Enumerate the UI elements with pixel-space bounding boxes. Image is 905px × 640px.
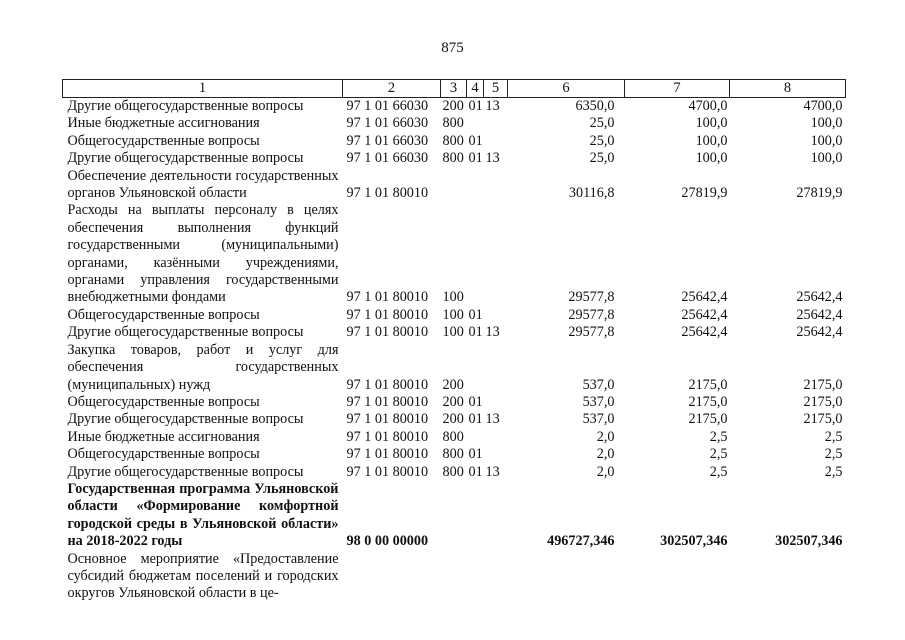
amount-col-6-cell: 537,0 bbox=[582, 393, 615, 410]
table-row bbox=[63, 551, 846, 603]
budget-table bbox=[62, 79, 846, 603]
expense-type-cell bbox=[441, 481, 467, 551]
amount-col-7-cell bbox=[625, 551, 730, 603]
expense-type-cell: 800 bbox=[442, 115, 464, 132]
expense-type-cell: 100 bbox=[442, 306, 464, 323]
budget-code-cell: 97 1 01 80010 bbox=[346, 306, 429, 323]
row-name-cell: Общегосударственные вопросы bbox=[67, 132, 260, 149]
section-cell: 01 bbox=[468, 463, 483, 480]
header-col-7: 7 bbox=[625, 80, 730, 98]
amount-col-6-cell: 30116,8 bbox=[568, 185, 615, 202]
amount-col-8-cell: 2,5 bbox=[824, 463, 843, 480]
subsection-cell: 13 bbox=[485, 324, 500, 341]
amount-col-7-cell: 2,5 bbox=[709, 446, 728, 463]
table-row bbox=[63, 446, 846, 463]
table-header bbox=[63, 80, 846, 98]
expense-type-cell bbox=[441, 551, 467, 603]
amount-col-6-cell: 29577,8 bbox=[568, 324, 615, 341]
table-row bbox=[63, 150, 846, 167]
subsection-cell bbox=[484, 481, 508, 551]
amount-col-6-cell: 25,0 bbox=[589, 150, 615, 167]
amount-col-8-cell: 100,0 bbox=[810, 115, 843, 132]
header-row bbox=[63, 80, 846, 98]
amount-col-7-cell: 4700,0 bbox=[688, 98, 728, 114]
row-name-cell: Другие общегосударственные вопросы bbox=[67, 411, 304, 428]
expense-type-cell: 200 bbox=[442, 376, 464, 393]
header-col-8: 8 bbox=[730, 80, 846, 98]
amount-col-7-cell: 25642,4 bbox=[681, 324, 728, 341]
amount-col-6-cell: 496727,346 bbox=[547, 533, 615, 550]
subsection-cell bbox=[484, 133, 508, 150]
amount-col-8-cell: 2,5 bbox=[824, 428, 843, 445]
table-row bbox=[63, 307, 846, 324]
amount-col-8-cell: 2175,0 bbox=[803, 393, 843, 410]
expense-type-cell: 800 bbox=[442, 463, 464, 480]
budget-code-cell: 97 1 01 80010 bbox=[346, 428, 429, 445]
amount-col-6-cell: 2,0 bbox=[596, 446, 615, 463]
expense-type-cell: 800 bbox=[442, 150, 464, 167]
amount-col-8-cell: 100,0 bbox=[810, 132, 843, 149]
budget-code-cell: 97 1 01 66030 bbox=[346, 115, 429, 132]
amount-col-6-cell: 29577,8 bbox=[568, 289, 615, 306]
subsection-cell bbox=[484, 342, 508, 394]
section-cell bbox=[467, 481, 484, 551]
subsection-cell bbox=[484, 115, 508, 132]
expense-type-cell: 200 bbox=[442, 411, 464, 428]
table-row bbox=[63, 98, 846, 116]
table-row bbox=[63, 464, 846, 481]
amount-col-6-cell: 29577,8 bbox=[568, 306, 615, 323]
header-col-3: 3 bbox=[441, 80, 467, 98]
table-body bbox=[63, 98, 846, 603]
amount-col-7-cell: 302507,346 bbox=[660, 533, 728, 550]
section-cell: 01 bbox=[468, 306, 483, 323]
section-cell: 01 bbox=[468, 98, 483, 114]
amount-col-7-cell: 2175,0 bbox=[688, 376, 728, 393]
table-row bbox=[63, 324, 846, 341]
amount-col-7-cell: 25642,4 bbox=[681, 306, 728, 323]
table-row bbox=[63, 168, 846, 203]
section-cell: 01 bbox=[468, 150, 483, 167]
budget-code-cell: 97 1 01 80010 bbox=[346, 446, 429, 463]
expense-type-cell: 100 bbox=[442, 289, 464, 306]
subsection-cell: 13 bbox=[485, 411, 500, 428]
table-row bbox=[63, 429, 846, 446]
amount-col-8-cell: 302507,346 bbox=[775, 533, 843, 550]
section-cell bbox=[467, 551, 484, 603]
amount-col-7-cell: 100,0 bbox=[695, 132, 728, 149]
amount-col-6-cell: 537,0 bbox=[582, 376, 615, 393]
section-cell: 01 bbox=[468, 132, 483, 149]
row-name-cell: Другие общегосударственные вопросы bbox=[67, 98, 304, 114]
subsection-cell: 13 bbox=[485, 150, 500, 167]
table-row bbox=[63, 133, 846, 150]
row-name-cell: Обеспечение деятельности государственных органов Ульяновской области bbox=[67, 167, 339, 202]
section-cell: 01 bbox=[468, 393, 483, 410]
row-name-cell: Расходы на выплаты персоналу в целях обеспечения выполнения функций государственными (муниципальными) органами, казёнными учреждениями, органами управления государственными внебюджетными фондами bbox=[67, 202, 339, 306]
header-col-1: 1 bbox=[63, 80, 343, 98]
budget-code-cell: 97 1 01 80010 bbox=[346, 393, 429, 410]
budget-code-cell: 97 1 01 80010 bbox=[346, 411, 429, 428]
expense-type-cell: 100 bbox=[442, 324, 464, 341]
amount-col-8-cell: 2175,0 bbox=[803, 411, 843, 428]
expense-type-cell bbox=[441, 168, 467, 203]
amount-col-7-cell: 2,5 bbox=[709, 428, 728, 445]
subsection-cell bbox=[484, 307, 508, 324]
table-row bbox=[63, 481, 846, 551]
amount-col-7-cell: 100,0 bbox=[695, 115, 728, 132]
expense-type-cell: 200 bbox=[442, 98, 464, 114]
header-col-4: 4 bbox=[467, 80, 484, 98]
table-row bbox=[63, 411, 846, 428]
amount-col-8-cell: 27819,9 bbox=[796, 185, 843, 202]
row-name-cell: Другие общегосударственные вопросы bbox=[67, 324, 304, 341]
section-cell bbox=[467, 429, 484, 446]
amount-col-7-cell: 100,0 bbox=[695, 150, 728, 167]
section-cell: 01 bbox=[468, 446, 483, 463]
subsection-cell bbox=[484, 202, 508, 306]
amount-col-7-cell: 27819,9 bbox=[681, 185, 728, 202]
subsection-cell: 13 bbox=[485, 463, 500, 480]
budget-code-cell: 97 1 01 80010 bbox=[346, 463, 429, 480]
table-row bbox=[63, 342, 846, 394]
amount-col-8-cell: 2175,0 bbox=[803, 376, 843, 393]
row-name-cell: Общегосударственные вопросы bbox=[67, 393, 260, 410]
budget-code-cell: 98 0 00 00000 bbox=[346, 533, 429, 550]
amount-col-6-cell: 25,0 bbox=[589, 132, 615, 149]
budget-code-cell bbox=[343, 551, 441, 603]
amount-col-7-cell: 25642,4 bbox=[681, 289, 728, 306]
row-name-cell: Другие общегосударственные вопросы bbox=[67, 463, 304, 480]
subsection-cell bbox=[484, 168, 508, 203]
row-name-cell: Государственная программа Ульяновской области «Формирование комфортной городской среды в Ульяновской области» на 2018-2022 годы bbox=[67, 480, 339, 550]
amount-col-6-cell: 537,0 bbox=[582, 411, 615, 428]
subsection-cell: 13 bbox=[485, 98, 500, 114]
row-name-cell: Закупка товаров, работ и услуг для обеспечения государственных (муниципальных) нужд bbox=[67, 341, 339, 393]
amount-col-8-cell: 25642,4 bbox=[796, 306, 843, 323]
amount-col-7-cell: 2175,0 bbox=[688, 393, 728, 410]
budget-code-cell: 97 1 01 66030 bbox=[346, 98, 429, 114]
budget-code-cell: 97 1 01 80010 bbox=[346, 185, 429, 202]
section-cell: 01 bbox=[468, 324, 483, 341]
expense-type-cell: 800 bbox=[442, 428, 464, 445]
row-name-cell: Другие общегосударственные вопросы bbox=[67, 150, 304, 167]
expense-type-cell: 800 bbox=[442, 132, 464, 149]
subsection-cell bbox=[484, 446, 508, 463]
expense-type-cell: 800 bbox=[442, 446, 464, 463]
row-name-cell: Иные бюджетные ассигнования bbox=[67, 428, 260, 445]
amount-col-6-cell bbox=[508, 551, 625, 603]
table-row bbox=[63, 202, 846, 306]
subsection-cell bbox=[484, 394, 508, 411]
amount-col-8-cell: 2,5 bbox=[824, 446, 843, 463]
row-name-cell: Общегосударственные вопросы bbox=[67, 446, 260, 463]
section-cell bbox=[467, 202, 484, 306]
amount-col-6-cell: 6350,0 bbox=[575, 98, 615, 114]
table-row bbox=[63, 115, 846, 132]
page-number: 875 bbox=[441, 40, 464, 56]
amount-col-8-cell bbox=[730, 551, 846, 603]
amount-col-8-cell: 25642,4 bbox=[796, 289, 843, 306]
row-name-cell: Общегосударственные вопросы bbox=[67, 306, 260, 323]
section-cell bbox=[467, 342, 484, 394]
amount-col-8-cell: 4700,0 bbox=[803, 98, 843, 114]
section-cell: 01 bbox=[468, 411, 483, 428]
subsection-cell bbox=[484, 551, 508, 603]
amount-col-6-cell: 25,0 bbox=[589, 115, 615, 132]
budget-code-cell: 97 1 01 66030 bbox=[346, 132, 429, 149]
budget-code-cell: 97 1 01 66030 bbox=[346, 150, 429, 167]
expense-type-cell: 200 bbox=[442, 393, 464, 410]
amount-col-6-cell: 2,0 bbox=[596, 463, 615, 480]
header-col-6: 6 bbox=[508, 80, 625, 98]
amount-col-7-cell: 2,5 bbox=[709, 463, 728, 480]
budget-code-cell: 97 1 01 80010 bbox=[346, 376, 429, 393]
budget-code-cell: 97 1 01 80010 bbox=[346, 324, 429, 341]
section-cell bbox=[467, 168, 484, 203]
header-col-5: 5 bbox=[484, 80, 508, 98]
row-name-cell: Основное мероприятие «Предоставление субсидий бюджетам поселений и городских округов Ульяновской области в це- bbox=[67, 550, 339, 602]
subsection-cell bbox=[484, 429, 508, 446]
section-cell bbox=[467, 115, 484, 132]
amount-col-8-cell: 25642,4 bbox=[796, 324, 843, 341]
budget-code-cell: 97 1 01 80010 bbox=[346, 289, 429, 306]
table-row bbox=[63, 394, 846, 411]
amount-col-6-cell: 2,0 bbox=[596, 428, 615, 445]
amount-col-8-cell: 100,0 bbox=[810, 150, 843, 167]
header-col-2: 2 bbox=[343, 80, 441, 98]
row-name-cell: Иные бюджетные ассигнования bbox=[67, 115, 260, 132]
amount-col-7-cell: 2175,0 bbox=[688, 411, 728, 428]
